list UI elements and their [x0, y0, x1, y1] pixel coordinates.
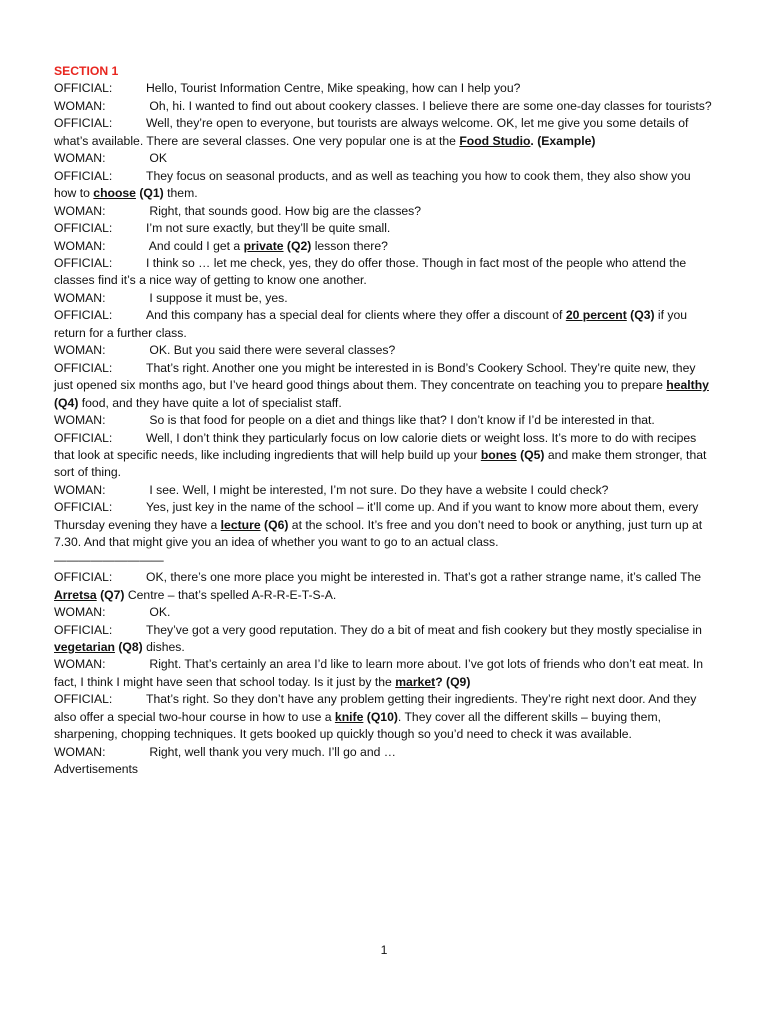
speaker-label: WOMAN:	[54, 482, 106, 497]
dialogue-text: I suppose it must be, yes.	[146, 290, 288, 305]
answer-word: bones	[480, 447, 517, 462]
section-divider: —————————	[54, 552, 164, 567]
dialogue-line	[54, 622, 716, 657]
dialogue-line	[54, 691, 716, 743]
question-marker: (Q1)	[135, 186, 164, 201]
answer-word: Arretsa	[54, 587, 97, 602]
dialogue-text: Well, I don’t think they particularly focus on low calorie diets or weight loss. It’s more to do with recipes that look at specific needs, like including ingredients that will help build up your	[54, 430, 697, 462]
question-marker: (Q3)	[626, 308, 655, 323]
answer-word: Food Studio	[459, 133, 531, 148]
dialogue-text: They’ve got a very good reputation. They do a bit of meat and fish cookery but they mostly specialise in	[146, 622, 702, 637]
footer-note: Advertisements	[54, 762, 138, 777]
question-marker: (Q5)	[516, 447, 545, 462]
question-marker: (Q4)	[54, 395, 79, 410]
speaker-label: WOMAN:	[54, 151, 106, 166]
dialogue-text: Right, that sounds good. How big are the classes?	[146, 203, 422, 218]
dialogue-text: dishes.	[142, 639, 185, 654]
answer-word: knife	[334, 709, 364, 724]
speaker-label: OFFICIAL:	[54, 81, 113, 96]
speaker-label: OFFICIAL:	[54, 692, 113, 707]
dialogue-line	[54, 744, 716, 761]
dialogue-text: So is that food for people on a diet and things like that? I don’t know if I’d be interested in that.	[146, 413, 655, 428]
dialogue-text: Centre – that’s spelled A-R-R-E-T-S-A.	[124, 587, 337, 602]
dialogue-text: OK, there’s one more place you might be interested in. That’s got a rather strange name, it’s called The	[146, 570, 702, 585]
dialogue-line	[54, 430, 716, 482]
dialogue-line	[54, 98, 716, 115]
speaker-label: WOMAN:	[54, 605, 106, 620]
dialogue-line	[54, 150, 716, 167]
dialogue-line	[54, 307, 716, 342]
question-marker: (Q8)	[114, 639, 143, 654]
dialogue-text: and make them stronger, that sort of thing.	[54, 447, 707, 480]
dialogue-text: I see. Well, I might be interested, I’m not sure. Do they have a website I could check?	[146, 482, 609, 497]
dialogue-text: Right. That’s certainly an area I’d like to learn more about. I’ve got lots of friends who don’t eat meat. In fact, I think I might have seen that school today. Is it just by the	[54, 657, 704, 689]
dialogue-text: Right, well thank you very much. I’ll go and …	[146, 744, 396, 759]
dialogue-line	[54, 360, 716, 412]
dialogue-line	[54, 569, 716, 604]
dialogue-text: They focus on seasonal products, and as well as teaching you how to cook them, they also show you how to	[54, 168, 691, 201]
dialogue-text: OK.	[146, 605, 171, 620]
question-marker: . (Example)	[530, 133, 596, 148]
dialogue-line	[54, 255, 716, 290]
dialogue-text: Oh, hi. I wanted to find out about cookery classes. I believe there are some one-day classes for tourists?	[146, 98, 712, 113]
answer-word: private	[243, 238, 284, 253]
dialogue-line	[54, 290, 716, 307]
dialogue-text: at the school. It’s free and you don’t need to book or anything, just turn up at 7.30. And that might give you an idea of whether you want to go to an actual class.	[54, 517, 703, 550]
answer-word: vegetarian	[54, 639, 115, 654]
dialogue-text: food, and they have quite a lot of specialist staff.	[78, 395, 342, 410]
speaker-label: OFFICIAL:	[54, 221, 113, 236]
dialogue-line	[54, 342, 716, 359]
dialogue-text: Yes, just key in the name of the school – it’ll come up. And if you want to know more about them, every Thursday evening they have a	[54, 500, 699, 532]
question-marker: ? (Q9)	[435, 674, 471, 689]
dialogue-line	[54, 168, 716, 203]
speaker-label: OFFICIAL:	[54, 308, 113, 323]
dialogue-text: lesson there?	[311, 238, 388, 253]
dialogue-text: them.	[163, 186, 198, 201]
question-marker: (Q10)	[363, 709, 398, 724]
dialogue-text: OK. But you said there were several classes?	[146, 343, 396, 358]
dialogue-text: That’s right. So they don’t have any problem getting their ingredients. They’re right next door. And they also offer a special two-hour course in how to use a	[54, 692, 697, 724]
dialogue	[54, 80, 716, 761]
answer-word: choose	[93, 186, 136, 201]
speaker-label: WOMAN:	[54, 413, 106, 428]
dialogue-text: if you return for a further class.	[54, 308, 688, 340]
speaker-label: OFFICIAL:	[54, 255, 113, 270]
dialogue-text: . They cover all the different skills – buying them, sharpening, chopping techniques. It gets booked up quickly though so you’d need to check it was available.	[54, 709, 661, 742]
page-number: 1	[380, 943, 388, 957]
dialogue-line	[54, 656, 716, 691]
dialogue-line	[54, 80, 716, 97]
question-marker: (Q2)	[283, 238, 312, 253]
speaker-label: OFFICIAL:	[54, 430, 113, 445]
speaker-label: WOMAN:	[54, 343, 106, 358]
dialogue-line	[54, 482, 716, 499]
dialogue-text: I’m not sure exactly, but they’ll be quite small.	[146, 221, 391, 236]
speaker-label: WOMAN:	[54, 744, 106, 759]
dialogue-line	[54, 499, 716, 551]
dialogue-line	[54, 115, 716, 150]
speaker-label: OFFICIAL:	[54, 360, 113, 375]
answer-word: healthy	[666, 378, 709, 393]
speaker-label: WOMAN:	[54, 203, 106, 218]
answer-word: lecture	[220, 517, 261, 532]
dialogue-text: Hello, Tourist Information Centre, Mike speaking, how can I help you?	[146, 81, 521, 96]
dialogue-text: And this company has a special deal for clients where they offer a discount of	[146, 308, 566, 323]
dialogue-text: Well, they’re open to everyone, but tourists are always welcome. OK, let me give you some details of what’s available. There are several classes. One very popular one is at the	[54, 116, 689, 148]
dialogue-line	[54, 220, 716, 237]
dialogue-line	[54, 604, 716, 621]
dialogue-text: That’s right. Another one you might be interested in is Bond’s Cookery School. They’re quite new, they just opened six months ago, but I’ve heard good things about them. They concentrate on teaching you to prepare	[54, 360, 696, 393]
speaker-label: WOMAN:	[54, 657, 106, 672]
dialogue-text: I think so … let me check, yes, they do offer those. Though in fact most of the people who attend the classes find it’s a nice way of getting to know one another.	[54, 255, 687, 288]
speaker-label: OFFICIAL:	[54, 500, 113, 515]
speaker-label: OFFICIAL:	[54, 168, 113, 183]
speaker-label: OFFICIAL:	[54, 622, 113, 637]
transcript	[54, 63, 716, 779]
dialogue-line	[54, 203, 716, 220]
answer-word: 20 percent	[565, 308, 627, 323]
speaker-label: WOMAN:	[54, 98, 106, 113]
answer-word: market	[395, 674, 436, 689]
dialogue-text: And could I get a	[146, 238, 244, 253]
speaker-label: WOMAN:	[54, 238, 106, 253]
section-title: SECTION 1	[54, 64, 119, 78]
question-marker: (Q6)	[260, 517, 289, 532]
dialogue-line	[54, 412, 716, 429]
dialogue-text: OK	[146, 151, 167, 166]
dialogue-line	[54, 238, 716, 255]
speaker-label: OFFICIAL:	[54, 570, 113, 585]
speaker-label: OFFICIAL:	[54, 116, 113, 131]
question-marker: (Q7)	[96, 587, 125, 602]
speaker-label: WOMAN:	[54, 290, 106, 305]
